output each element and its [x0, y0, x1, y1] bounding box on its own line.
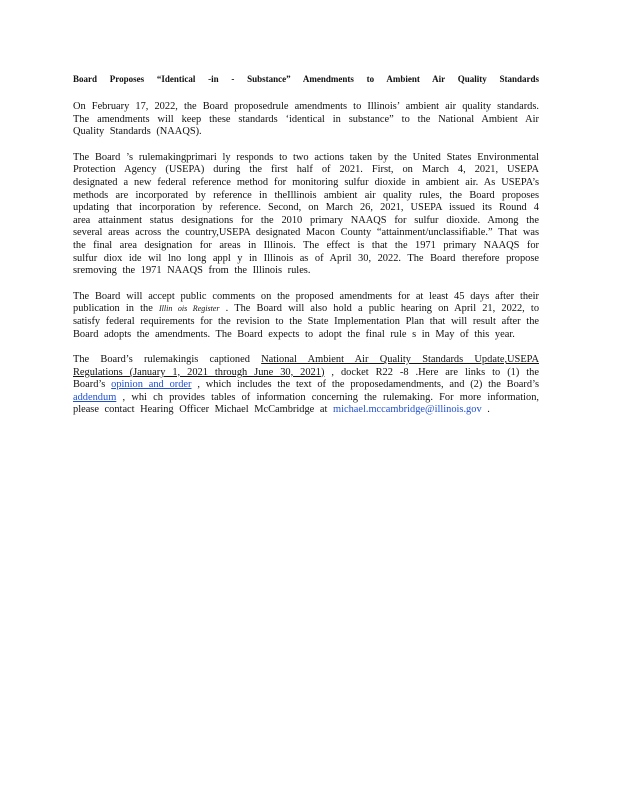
docket-text-2: , docket R22 -8 .Here are links to (1) the Board’s — [73, 366, 539, 391]
docket-text-1: The Board’s rulemakingis captioned — [73, 354, 262, 366]
page-title: Board Proposes “Identical -in - Substance” Amendments to Ambient Air Quality Standards — [73, 74, 539, 84]
docket-text-4: , whi ch provides tables of information concerning the rulemaking. For more information, please contact Hearing Officer Michael McCambridge at — [73, 391, 539, 416]
docket-text-5: . — [481, 404, 490, 416]
paragraph-intro: On February 17, 2022, the Board proposedrule amendments to Illinois’ ambient air quality standards. The amendments will keep these standards ‘identical in substance” to the National Ambient Air Quality Standards (NAAQS). — [73, 101, 539, 138]
document-page — [73, 74, 539, 430]
opinion-and-order-link[interactable]: opinion and order — [111, 379, 192, 391]
rulemaking-caption: National Ambient Air Quality Standards Update,USEPA Regulations (January 1, 2021 through June 30, 2021) — [73, 354, 539, 378]
addendum-link[interactable]: addendum — [73, 391, 117, 403]
docket-text-3: , which includes the text of the proposedamendments, and (2) the Board’s — [191, 379, 540, 391]
comments-text-2: . The Board will also hold a public hearing on April 21, 2022, to satisfy federal requirements for the revision to the State Implementation Plan that will result after the Board adopts the amendments. The Board expects to adopt the final rule s in May of this year. — [73, 303, 540, 340]
paragraph-usepa-actions: The Board ’s rulemakingprimari ly responds to two actions taken by the United States Environmental Protection Agency (USEPA) during the first half of 2021. First, on March 4, 2021, USEPA designated a new federal reference method for monitoring sulfur dioxide in ambient air. As USEPA’s methods are incorporated by reference in theIllinois ambient air quality rules, the Board proposes updating that incorporation by reference. Second, on March 26, 2021, USEPA issued its Round 4 area attainment status designations for the 2010 primary NAAQS for sulfur dioxide. Among the several areas across the country,USEPA designated Macon County “attainment/unclassifiable.” That was the final area designation for areas in Illinois. The effect is that the 1971 primary NAAQS for sulfur diox ide wil lno long appl y in Illinois as of April 30, 2022. The Board therefore propose sremoving the 1971 NAAQS from the Illinois rules. — [73, 151, 539, 277]
comments-text-1: The Board will accept public comments on the proposed amendments for at least 45 days after their publication in the — [73, 290, 539, 315]
illinois-register-title: Illin ois Register — [159, 304, 220, 314]
email-link[interactable]: michael.mccambridge@illinois.gov — [332, 404, 482, 416]
paragraph-docket — [73, 354, 539, 417]
paragraph-comments — [73, 291, 539, 341]
